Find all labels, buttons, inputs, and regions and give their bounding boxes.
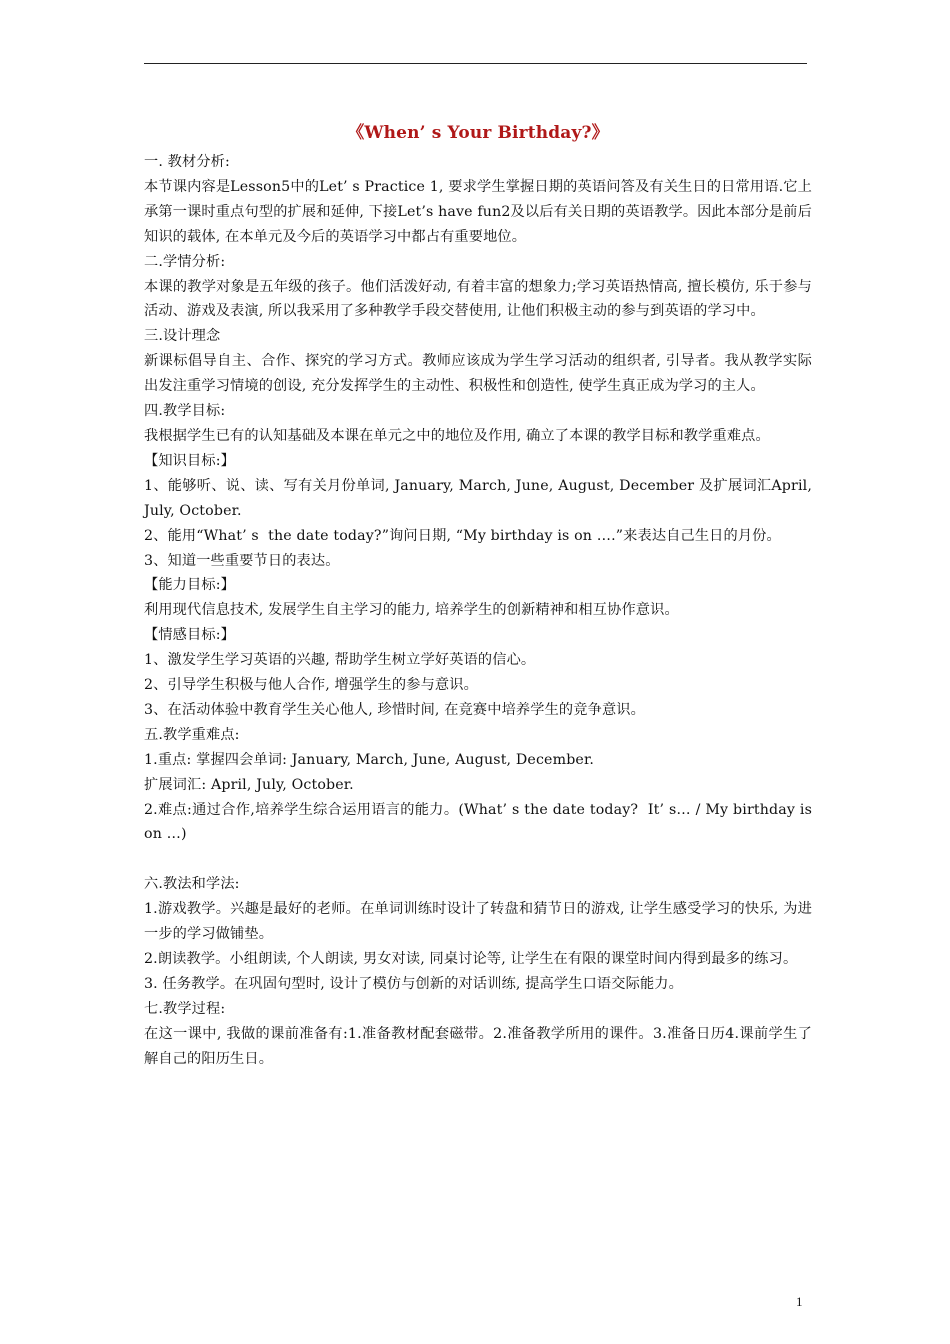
blank-line bbox=[144, 847, 812, 872]
section-heading-6: 六.教法和学法: bbox=[144, 876, 240, 893]
section-heading-4: 四.教学目标: bbox=[144, 403, 226, 420]
section-paragraph-7: 在这一课中, 我做的课前准备有:1.准备教材配套磁带。2.准备教学所用的课件。3.准备日历4.课前学生了解自己的阳历生日。 bbox=[144, 1025, 812, 1067]
section-paragraph-3: 新课标倡导自主、合作、探究的学习方式。教师应该成为学生学习活动的组织者, 引导者。我从教学实际出发注重学习情境的创设, 充分发挥学生的主动性、积极性和创造性, 使学生真正成为学习的主人。 bbox=[144, 353, 812, 395]
key-point-text: 1.重点: 掌握四会单词: January, March, June, August, December. bbox=[144, 751, 595, 768]
method-item: 3. 任务教学。在巩固句型时, 设计了模仿与创新的对话训练, 提高学生口语交际能力。 bbox=[144, 975, 683, 992]
section-paragraph-1: 本节课内容是Lesson5中的Let’ s Practice 1, 要求学生掌握日期的英语问答及有关生日的日常用语.它上承第一课时重点句型的扩展和延伸, 下接Let’s have fun2及以后有关日期的英语教学。因此本部分是前后知识的载体, 在本单元及今后的英语学习中都占有重要地位。 bbox=[144, 178, 812, 245]
section-heading-3: 三.设计理念 bbox=[144, 328, 221, 345]
emotion-goal-item: 3、在活动体验中教育学生关心他人, 珍惜时间, 在竞赛中培养学生的竞争意识。 bbox=[144, 701, 645, 718]
document-body bbox=[144, 118, 817, 1072]
method-item: 2.朗读教学。小组朗读, 个人朗读, 男女对读, 同桌讨论等, 让学生在有限的课堂时间内得到最多的练习。 bbox=[144, 950, 798, 967]
section-heading-1: 一. 教材分析: bbox=[144, 154, 230, 170]
emotion-goal-label: 【情感目标:】 bbox=[144, 627, 235, 644]
emotion-goal-item: 2、引导学生积极与他人合作, 增强学生的参与意识。 bbox=[144, 677, 478, 694]
knowledge-goal-label: 【知识目标:】 bbox=[144, 452, 235, 469]
difficult-point-text: 2.难点:通过合作,培养学生综合运用语言的能力。(What’ s the date today? It’ s… / My birthday is on …) bbox=[144, 801, 817, 843]
extended-vocab-text: 扩展词汇: April, July, October. bbox=[144, 776, 354, 793]
page-number: 1 bbox=[796, 1294, 803, 1309]
knowledge-goal-item: 1、能够听、说、读、写有关月份单词, January, March, June, August, December 及扩展词汇April, July, October. bbox=[144, 477, 817, 519]
section-heading-7: 七.教学过程: bbox=[144, 1000, 226, 1017]
header-rule bbox=[144, 63, 807, 64]
knowledge-goal-item: 3、知道一些重要节日的表达。 bbox=[144, 552, 340, 569]
method-item: 1.游戏教学。兴趣是最好的老师。在单词训练时设计了转盘和猜节日的游戏, 让学生感受学习的快乐, 为进一步的学习做铺垫。 bbox=[144, 901, 812, 943]
ability-goal-label: 【能力目标:】 bbox=[144, 577, 235, 594]
knowledge-goal-item: 2、能用“What’ s the date today?”询问日期, “My birthday is on ….”来表达自己生日的月份。 bbox=[144, 527, 781, 544]
document-title: 《When’ s Your Birthday?》 bbox=[347, 123, 609, 143]
ability-goal-text: 利用现代信息技术, 发展学生自主学习的能力, 培养学生的创新精神和相互协作意识。 bbox=[144, 602, 679, 619]
section-heading-2: 二.学情分析: bbox=[144, 253, 226, 270]
section-heading-5: 五.教学重难点: bbox=[144, 726, 240, 743]
emotion-goal-item: 1、激发学生学习英语的兴趣, 帮助学生树立学好英语的信心。 bbox=[144, 652, 536, 669]
section-paragraph-2: 本课的教学对象是五年级的孩子。他们活泼好动, 有着丰富的想象力;学习英语热情高, 擅长模仿, 乐于参与活动、游戏及表演, 所以我采用了多种教学手段交替使用, 让他们积极主动的参与到英语的学习中。 bbox=[144, 278, 812, 320]
section-paragraph-4: 我根据学生已有的认知基础及本课在单元之中的地位及作用, 确立了本课的教学目标和教学重难点。 bbox=[144, 427, 770, 444]
